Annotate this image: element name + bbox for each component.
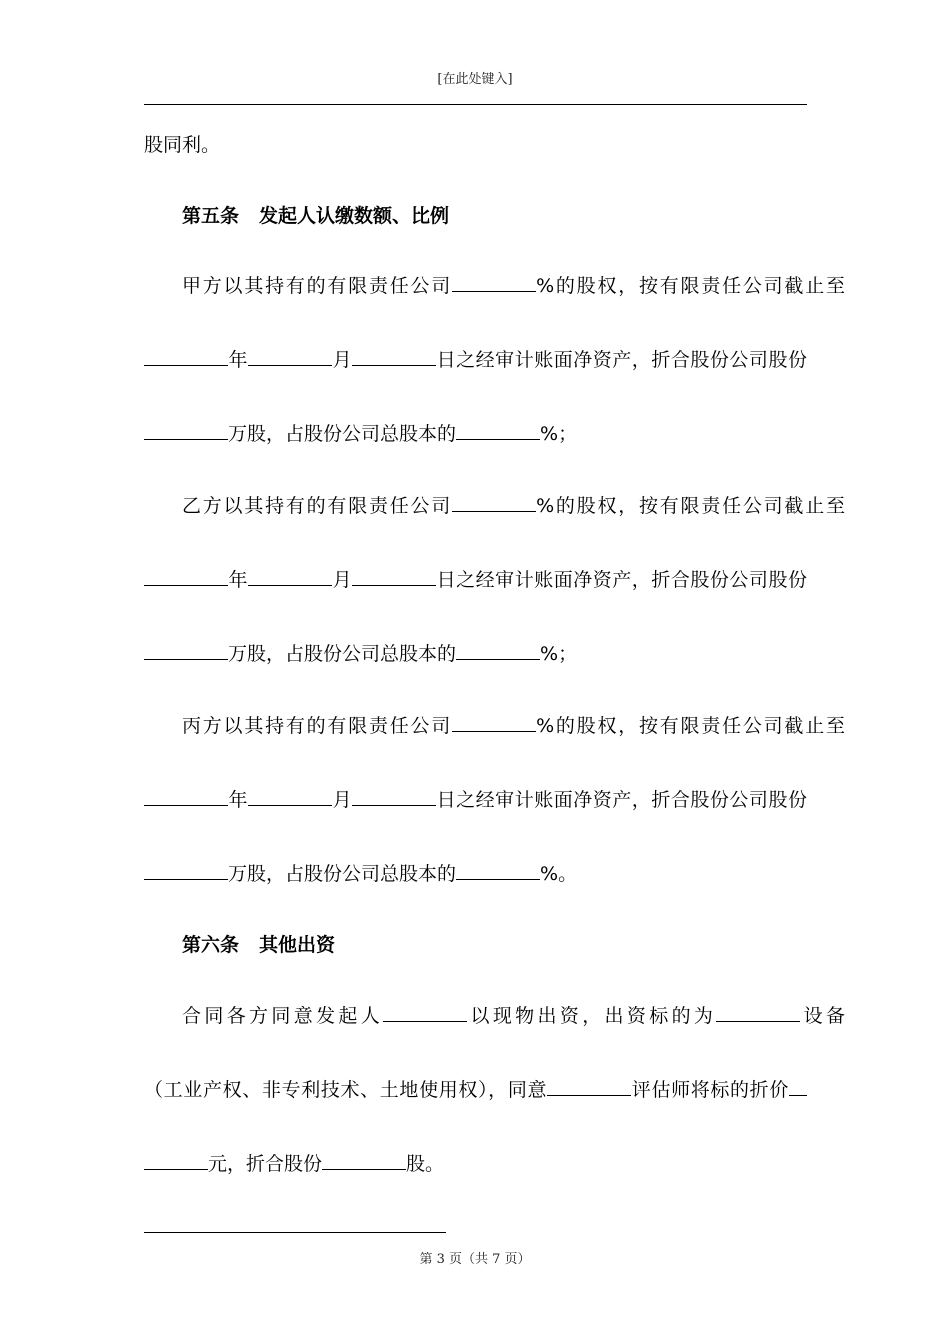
blank-field: [144, 641, 228, 660]
text-segment: %；: [540, 423, 578, 445]
blank-field: [383, 1003, 467, 1022]
text-segment: 评估师将标的折价: [631, 1079, 789, 1101]
blank-field: [248, 567, 332, 586]
text-segment: %；: [540, 643, 578, 665]
page-header: [在此处键入]: [437, 72, 513, 87]
text-segment: 年: [228, 349, 249, 371]
blank-field: [452, 713, 536, 732]
blank-field: [248, 787, 332, 806]
text-segment: 丙方以其持有的有限责任公司: [182, 715, 453, 737]
party-b-line-3: [144, 641, 807, 667]
article-5-number: 第五条: [182, 205, 240, 227]
text-segment: 元，折合股份: [208, 1153, 323, 1175]
footer-rule: [144, 1232, 446, 1233]
blank-field: [352, 787, 436, 806]
page-footer: 第 3 页（共 7 页）: [419, 1252, 531, 1267]
text-segment: 万股，占股份公司总股本的: [228, 863, 457, 885]
text-segment: 以现物出资，出资标的为: [467, 1005, 717, 1027]
blank-field: [322, 1151, 406, 1170]
party-b-line-1: [144, 493, 845, 519]
header-rule: [144, 104, 807, 105]
blank-field: [144, 861, 228, 880]
text-segment: 设备: [800, 1005, 845, 1027]
text-segment: （工业产权、非专利技术、土地使用权），同意: [144, 1079, 548, 1101]
text-segment: 日之经审计账面净资产，折合股份公司股份: [436, 789, 807, 811]
blank-field: [456, 861, 540, 880]
blank-field: [716, 1003, 800, 1022]
text-segment: 日之经审计账面净资产，折合股份公司股份: [436, 349, 807, 371]
article-5-heading: [144, 203, 845, 229]
text-segment: 月: [332, 789, 353, 811]
party-a-line-3: [144, 421, 807, 447]
text-segment: 万股，占股份公司总股本的: [228, 643, 457, 665]
text-segment: 合同各方同意发起人: [182, 1005, 384, 1027]
text-segment: 年: [228, 569, 249, 591]
blank-field: [248, 347, 332, 366]
article-6-heading: [144, 932, 845, 958]
blank-field: [456, 421, 540, 440]
text-segment: 万股，占股份公司总股本的: [228, 423, 457, 445]
text-segment: 股。: [406, 1153, 445, 1175]
text-segment: %。: [540, 863, 578, 885]
party-b-line-2: [144, 567, 807, 593]
blank-field: [352, 347, 436, 366]
blank-field: [452, 273, 536, 292]
blank-field: [352, 567, 436, 586]
text-segment: %的股权，按有限责任公司截止至: [536, 495, 845, 517]
party-a-line-2: [144, 347, 807, 373]
text-segment: %的股权，按有限责任公司截止至: [536, 275, 845, 297]
blank-field: [144, 1151, 208, 1170]
blank-field: [456, 641, 540, 660]
party-c-line-2: [144, 787, 807, 813]
party-c-line-3: [144, 861, 807, 887]
article-6-title: 其他出资: [259, 934, 336, 956]
text-segment: %的股权，按有限责任公司截止至: [536, 715, 845, 737]
party-a-line-1: [144, 273, 845, 299]
text-segment: 乙方以其持有的有限责任公司: [182, 495, 453, 517]
party-c-line-1: [144, 713, 845, 739]
text-segment: 甲方以其持有的有限责任公司: [182, 275, 453, 297]
blank-field: [789, 1077, 807, 1096]
text-segment: 月: [332, 349, 353, 371]
text-segment: 月: [332, 569, 353, 591]
article-6-number: 第六条: [182, 934, 240, 956]
article-6-line-3: [144, 1151, 807, 1177]
article-6-line-2: [144, 1077, 807, 1103]
article-6-line-1: [144, 1003, 845, 1029]
blank-field: [144, 787, 228, 806]
blank-field: [547, 1077, 631, 1096]
paragraph-continuation: 股同利。: [144, 134, 221, 156]
blank-field: [144, 567, 228, 586]
blank-field: [452, 493, 536, 512]
blank-field: [144, 421, 228, 440]
text-segment: 日之经审计账面净资产，折合股份公司股份: [436, 569, 807, 591]
article-5-title: 发起人认缴数额、比例: [259, 205, 450, 227]
text-segment: 年: [228, 789, 249, 811]
blank-field: [144, 347, 228, 366]
